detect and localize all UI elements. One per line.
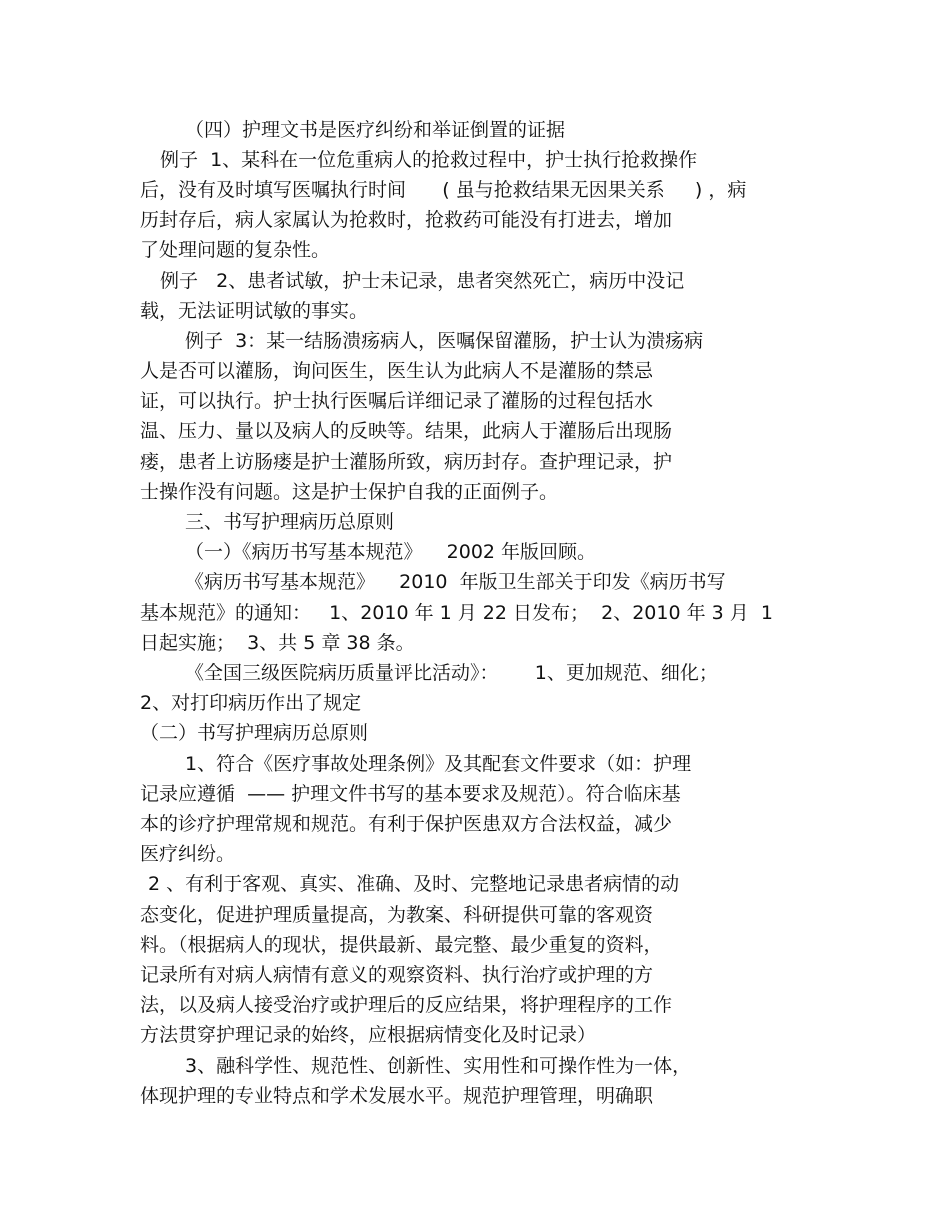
text-line: 法，以及病人接受治疗或护理后的反应结果，将护理程序的工作	[140, 994, 673, 1016]
text-line: 瘘，患者上访肠瘘是护士灌肠所致，病历封存。查护理记录，护	[140, 451, 673, 473]
text-line: 3、融科学性、规范性、创新性、实用性和可操作性为一体，	[185, 1055, 692, 1077]
text-line: 方法贯穿护理记录的始终，应根据病情变化及时记录）	[140, 1024, 597, 1046]
text-line: 基本规范》的通知： 1、2010 年 1 月 22 日发布； 2、2010 年 3 月 1	[140, 602, 773, 624]
text-line: 后，没有及时填写医嘱执行时间 ( 虽与抢救结果无因果关系 ) ，病	[140, 179, 747, 201]
text-line: 2、对打印病历作出了规定	[140, 692, 362, 714]
text-line: 日起实施； 3、共 5 章 38 条。	[140, 632, 415, 654]
text-line: 态变化，促进护理质量提高，为教案、科研提供可靠的客观资	[140, 904, 654, 926]
text-line: 1、符合《医疗事故处理条例》及其配套文件要求（如：护理	[185, 753, 692, 775]
text-line: 例子 1、某科在一位危重病人的抢救过程中，护士执行抢救操作	[160, 149, 698, 171]
text-line: （四）护理文书是医疗纠纷和举证倒置的证据	[185, 119, 566, 141]
text-line: 记录所有对病人病情有意义的观察资料、执行治疗或护理的方	[140, 964, 654, 986]
text-line: 人是否可以灌肠，询问医生，医生认为此病人不是灌肠的禁忌	[140, 360, 654, 382]
text-line: 《病历书写基本规范》 2010 年版卫生部关于印发《病历书写	[185, 571, 726, 593]
text-line: 料。（根据病人的现状，提供最新、最完整、最少重复的资料，	[140, 934, 663, 956]
text-line: 了处理问题的复杂性。	[140, 239, 331, 261]
section-heading: （二）书写护理病历总原则	[140, 722, 369, 744]
section-heading: 三、书写护理病历总原则	[185, 511, 395, 533]
text-line: 2 、有利于客观、真实、准确、及时、完整地记录患者病情的动	[148, 873, 680, 895]
text-line: 历封存后，病人家属认为抢救时，抢救药可能没有打进去，增加	[140, 209, 673, 231]
text-line: 医疗纠纷。	[140, 843, 236, 865]
text-line: 例子 2、患者试敏，护士未记录，患者突然死亡，病历中没记	[160, 270, 685, 292]
text-line: 本的诊疗护理常规和规范。有利于保护医患双方合法权益，减少	[140, 813, 673, 835]
text-line: 记录应遵循 —— 护理文件书写的基本要求及规范）。符合临床基	[140, 783, 681, 805]
text-line: 《全国三级医院病历质量评比活动》： 1、更加规范、细化；	[185, 662, 718, 684]
text-line: （一）《病历书写基本规范》 2002 年版回顾。	[185, 541, 597, 563]
text-line: 载，无法证明试敏的事实。	[140, 300, 369, 322]
text-line: 士操作没有问题。这是护士保护自我的正面例子。	[140, 481, 559, 503]
text-line: 证，可以执行。护士执行医嘱后详细记录了灌肠的过程包括水	[140, 390, 654, 412]
text-line: 体现护理的专业特点和学术发展水平。规范护理管理，明确职	[140, 1085, 654, 1107]
text-line: 例子 3：某一结肠溃疡病人，医嘱保留灌肠，护士认为溃疡病	[185, 330, 704, 352]
text-line: 温、压力、量以及病人的反映等。结果，此病人于灌肠后出现肠	[140, 420, 673, 442]
